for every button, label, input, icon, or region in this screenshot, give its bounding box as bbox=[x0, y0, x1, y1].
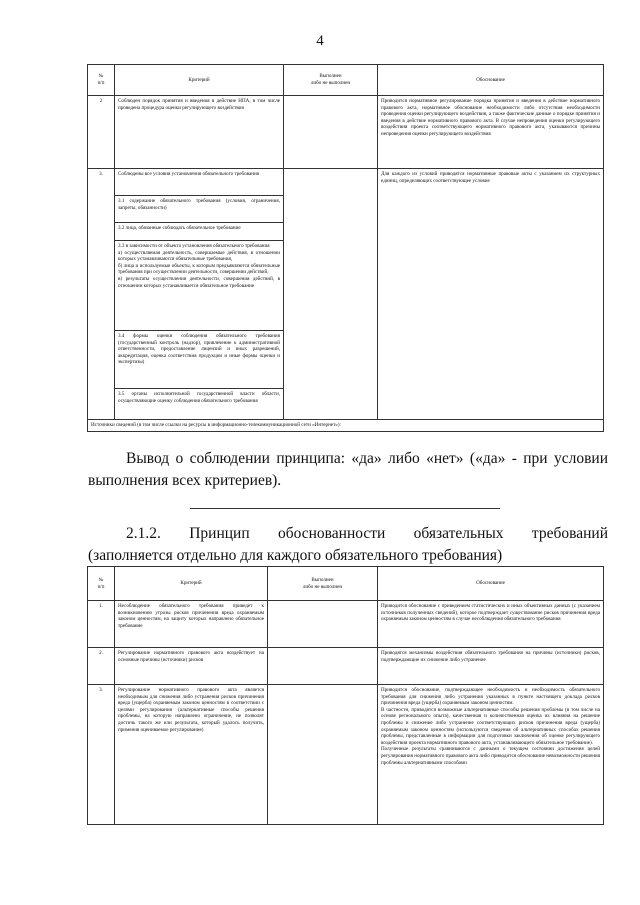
row-criterion: Регулирование нормативного правового акта воздействует на основные причины (источники) рисков bbox=[115, 648, 268, 685]
table-row bbox=[88, 169, 604, 420]
sources-row: Источники сведений (в том числе ссылки на ресурсы в информационно-телекоммуникационной сети «Интернет»): bbox=[88, 420, 604, 432]
table-row bbox=[88, 685, 604, 825]
row-done bbox=[268, 648, 378, 685]
row-num: 3. bbox=[88, 685, 115, 825]
row-criterion: Регулирование нормативного правового акта является необходимым для снижения либо устранения рисков причинения вреда (ущерба) охраняемым законом ценностям в соответствии с целями регулирования (альтернативные способы решения проблемы, на которую направлено ограничение, не позволят достичь такого же или результата, который удалось получить, применив оцениваемое регулирование) bbox=[115, 685, 268, 825]
header-done: Выполнен либо не выполнен bbox=[268, 567, 378, 601]
row-justification: Приводится обоснование с приведением статистических и иных объективных данных (с указанием источников полученных сведений), которое подтверждает существование рисков причинения вреда охраняемым законом ценностям в случае несоблюдения обязательного требования bbox=[378, 601, 604, 648]
row-done bbox=[284, 169, 378, 420]
subcriterion: Соблюдены все условия установления обязательного требования bbox=[118, 171, 260, 177]
heading-word: обязательных bbox=[413, 525, 504, 542]
subcriterion: 3.4 формы оценки соблюдения обязательного требования (государственный контроль (надзор), привлечение к административной ответственности, предоставление лицензий и иных разрешений, аккредитация, оценка соответствия продукции и иные формы оценки и экспертизы) bbox=[115, 330, 283, 388]
row-num: 2. bbox=[88, 648, 115, 685]
row-justification: Приводятся механизмы воздействия обязательного требования на причины (источники) рисков, подтверждающие их снижение либо устранение bbox=[378, 648, 604, 685]
subcriterion: 3.1 содержание обязательного требования (условия, ограничения, запреты, обязанности) bbox=[115, 195, 283, 222]
row-done bbox=[268, 601, 378, 648]
section-subtitle: (заполняется отдельно для каждого обязательного требования) bbox=[88, 547, 503, 565]
row-num: 3. bbox=[88, 169, 115, 420]
header-criterion: Критерий bbox=[115, 567, 268, 601]
section-heading bbox=[88, 523, 608, 568]
header-justification: Обоснование bbox=[378, 567, 604, 601]
subcriterion: 3.5 органы исполнительной государственной власти области, осуществляющие оценку соблюдения обязательного требования bbox=[115, 388, 283, 419]
row-justification: Приводится обоснование, подтверждающее необходимость и необходимость обязательного требования для снижения либо устранения указанных в пункте настоящего доклада рисков причинения вреда (ущерба) охраняемым законом ценностям. В частности, приводятся возможные альтернативные способы решения проблемы (в том числе на основе регионального опыта), качественная и количественная оценка их влияния на решение проблемы и снижение либо устранение соответствующих рисков причинения вреда (ущерба) охраняемым законом ценностям (используются сведения об альтернативных способах решения проблемы, представленные в информации для подготовки заключения об оценке регулирующего воздействия проекта нормативного правового акта, устанавливающего обязательное требование). Полученные результаты сравниваются с данными о текущем состоянии достижения целей регулирования нормативного правового акта либо приводится обоснование невозможности решения проблемы альтернативными способами bbox=[378, 685, 604, 825]
separator-line bbox=[190, 508, 500, 509]
table-row bbox=[88, 648, 604, 685]
row-num: 2 bbox=[88, 96, 115, 169]
row-criterion: Несоблюдение обязательного требования приведет к возникновению угрозы рисков причинения вреда охраняемым законом ценностям, на защиту которых направлено обязательное требование bbox=[115, 601, 268, 648]
criteria-table-2 bbox=[87, 566, 604, 825]
section-number: 2.1.2. bbox=[126, 525, 161, 542]
table-row bbox=[88, 96, 604, 169]
heading-word: обоснованности bbox=[277, 525, 386, 542]
row-done bbox=[268, 685, 378, 825]
conclusion-text: Вывод о соблюдении принципа: «да» либо «нет» («да» - при условии выполнения всех критериев). bbox=[88, 450, 608, 490]
row-criterion bbox=[115, 169, 284, 420]
heading-word: Принцип bbox=[189, 525, 250, 542]
row-done bbox=[284, 96, 378, 169]
row-justification: Приводится нормативное регулирование порядка принятия и введения в действие нормативного правового акта, нормативное обоснование необходимости либо отсутствия необходимости проведения оценки регулирующего воздействия, а также фактические данные о порядке принятия и введения в действие нормативного правового акта. В случае непроведения оценки регулирующего воздействия проекта соответствующего нормативного правового акта, указываются причины непроведения оценки регулирующего воздействия bbox=[378, 96, 604, 169]
row-criterion: Соблюден порядок принятия и введения в действие НПА, в том числе проведена процедура оценки регулирующего воздействия bbox=[115, 96, 284, 169]
row-justification: Для каждого из условий приводятся нормативные правовые акты с указанием их структурных единиц, определяющих соответствующее условие bbox=[378, 169, 604, 420]
header-done: Выполнен либо не выполнен bbox=[284, 65, 378, 96]
header-criterion: Критерий bbox=[115, 65, 284, 96]
subcriterion: 3.3 в зависимости от объекта установления обязательного требования а) осуществляемая деятельность, совершаемые действия, в отношении которых устанавливаются обязательные требования, б) лица и используемые объекты, к которым предъявляются обязательные требования при осуществлении деятельности, совершении действий, в) результаты осуществления деятельности, совершения действий, в отношении которых устанавливается обязательное требование bbox=[115, 240, 283, 330]
heading-word: требований bbox=[531, 525, 608, 542]
header-num: № п/п bbox=[88, 65, 115, 96]
subcriterion: 3.2 лица, обязанные соблюдать обязательное требование bbox=[115, 222, 283, 240]
page-number: 4 bbox=[316, 33, 324, 49]
table-row bbox=[88, 601, 604, 648]
header-num: № п/п bbox=[88, 567, 115, 601]
row-num: 1. bbox=[88, 601, 115, 648]
header-justification: Обоснование bbox=[378, 65, 604, 96]
criteria-table-1 bbox=[87, 64, 604, 432]
